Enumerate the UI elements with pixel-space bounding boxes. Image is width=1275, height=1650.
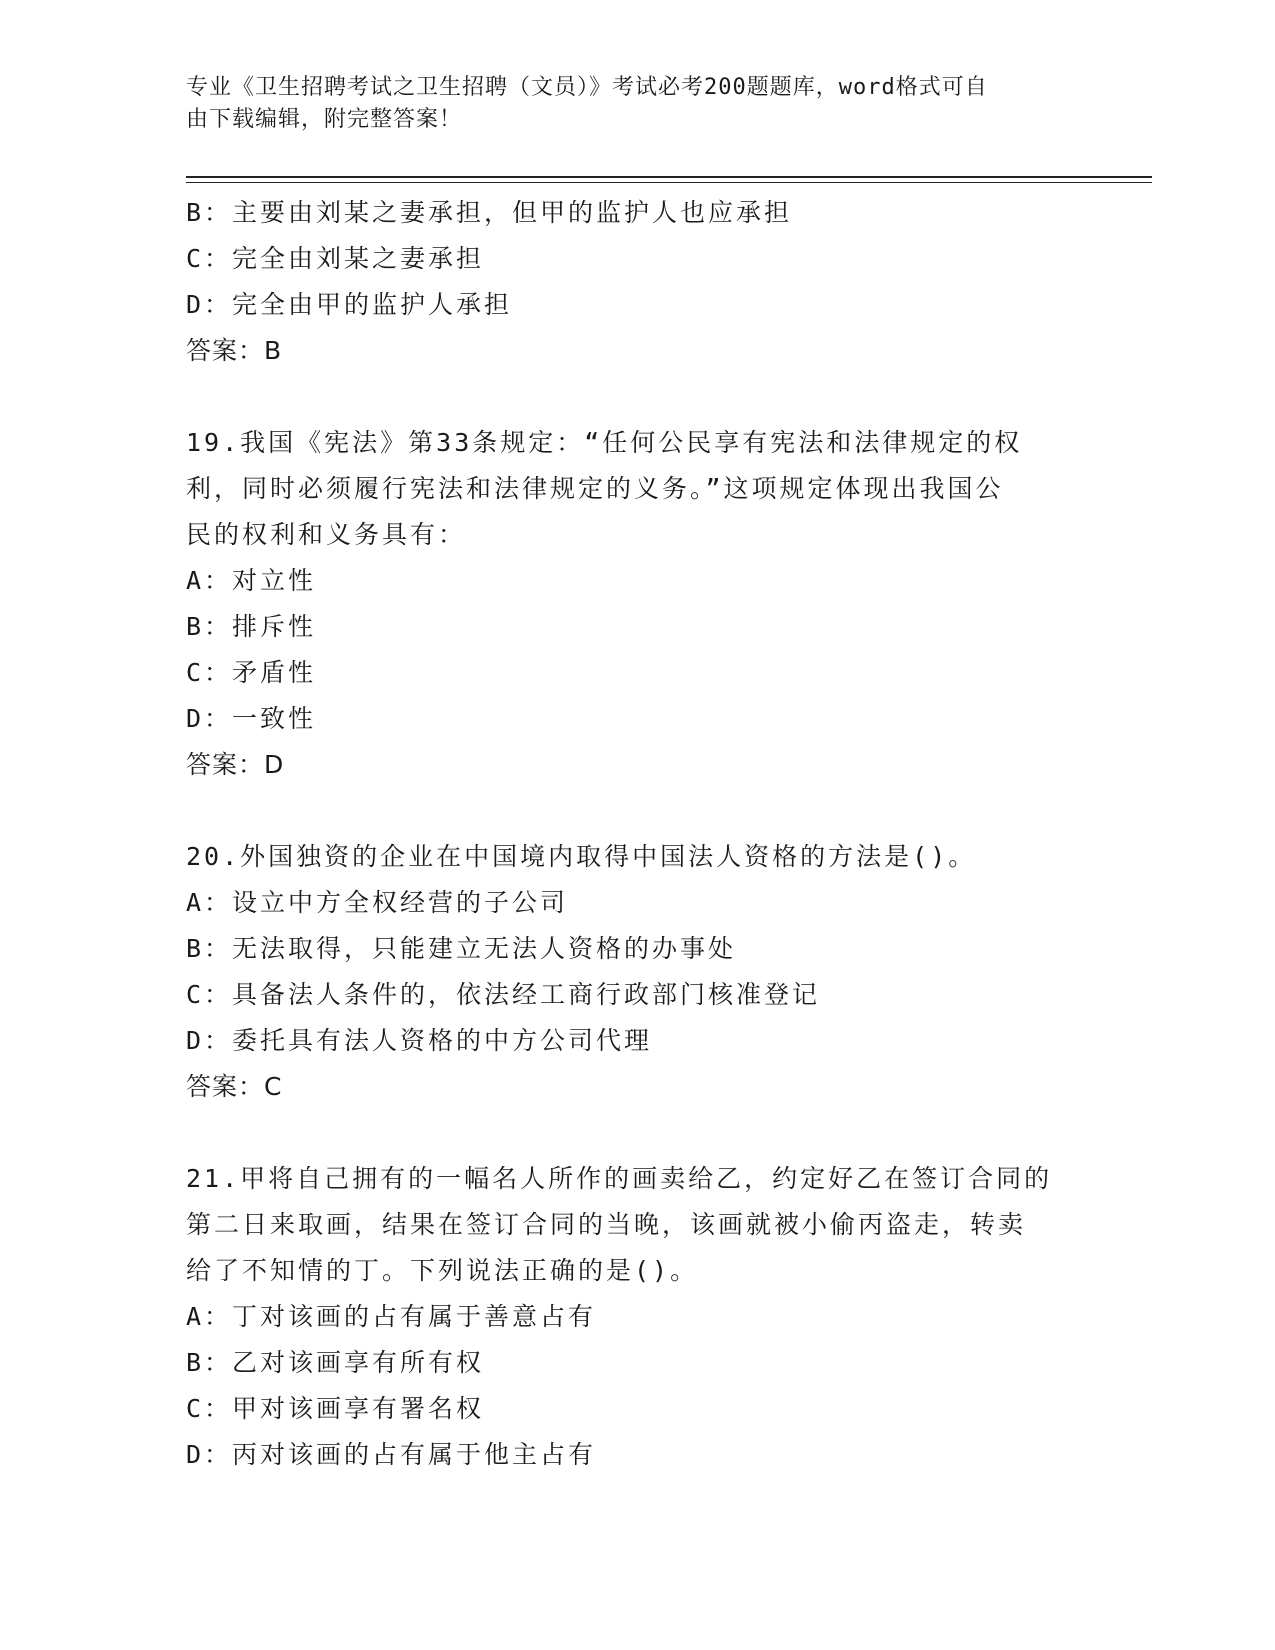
answer-text: 答案：C bbox=[186, 1072, 283, 1101]
question-stem-line: 给了不知情的丁。下列说法正确的是()。 bbox=[186, 1256, 699, 1285]
option-d: D：委托具有法人资格的中方公司代理 bbox=[186, 1026, 653, 1055]
header-rule-thin bbox=[186, 182, 1152, 183]
option-c: C：矛盾性 bbox=[186, 658, 317, 687]
question-stem-line: 利，同时必须履行宪法和法律规定的义务。”这项规定体现出我国公 bbox=[186, 474, 1004, 503]
option-b: B：乙对该画享有所有权 bbox=[186, 1348, 485, 1377]
header-line-1: 专业《卫生招聘考试之卫生招聘（文员）》考试必考200题题库，word格式可自 bbox=[186, 75, 988, 100]
option-a: A：丁对该画的占有属于善意占有 bbox=[186, 1302, 597, 1331]
question-list bbox=[186, 190, 1086, 1478]
question-stem-line: 21.甲将自己拥有的一幅名人所作的画卖给乙，约定好乙在签订合同的 bbox=[186, 1164, 1053, 1193]
question-stem-line: 19.我国《宪法》第33条规定：“任何公民享有宪法和法律规定的权 bbox=[186, 428, 1023, 457]
option-b: B：排斥性 bbox=[186, 612, 317, 641]
option-a: A：对立性 bbox=[186, 566, 317, 595]
option-d: D：丙对该画的占有属于他主占有 bbox=[186, 1440, 597, 1469]
answer-text: 答案：D bbox=[186, 750, 285, 779]
question-stem-line: 民的权利和义务具有： bbox=[186, 520, 467, 549]
option-a: A：设立中方全权经营的子公司 bbox=[186, 888, 569, 917]
answer-text: 答案：B bbox=[186, 336, 283, 365]
question-block-18 bbox=[186, 190, 1086, 374]
page-header bbox=[186, 72, 1086, 136]
question-block-20 bbox=[186, 834, 1086, 1110]
option-b: B：主要由刘某之妻承担，但甲的监护人也应承担 bbox=[186, 198, 793, 227]
header-line-2: 由下载编辑，附完整答案！ bbox=[186, 107, 463, 132]
question-block-19 bbox=[186, 420, 1086, 788]
option-d: D：完全由甲的监护人承担 bbox=[186, 290, 513, 319]
question-block-21 bbox=[186, 1156, 1086, 1478]
question-stem-line: 第二日来取画，结果在签订合同的当晚，该画就被小偷丙盗走，转卖 bbox=[186, 1210, 1027, 1239]
option-c: C：甲对该画享有署名权 bbox=[186, 1394, 485, 1423]
option-b: B：无法取得，只能建立无法人资格的办事处 bbox=[186, 934, 737, 963]
option-d: D：一致性 bbox=[186, 704, 317, 733]
option-c: C：具备法人条件的，依法经工商行政部门核准登记 bbox=[186, 980, 821, 1009]
question-stem-line: 20.外国独资的企业在中国境内取得中国法人资格的方法是()。 bbox=[186, 842, 977, 871]
option-c: C：完全由刘某之妻承担 bbox=[186, 244, 485, 273]
header-rule-thick bbox=[186, 176, 1152, 178]
